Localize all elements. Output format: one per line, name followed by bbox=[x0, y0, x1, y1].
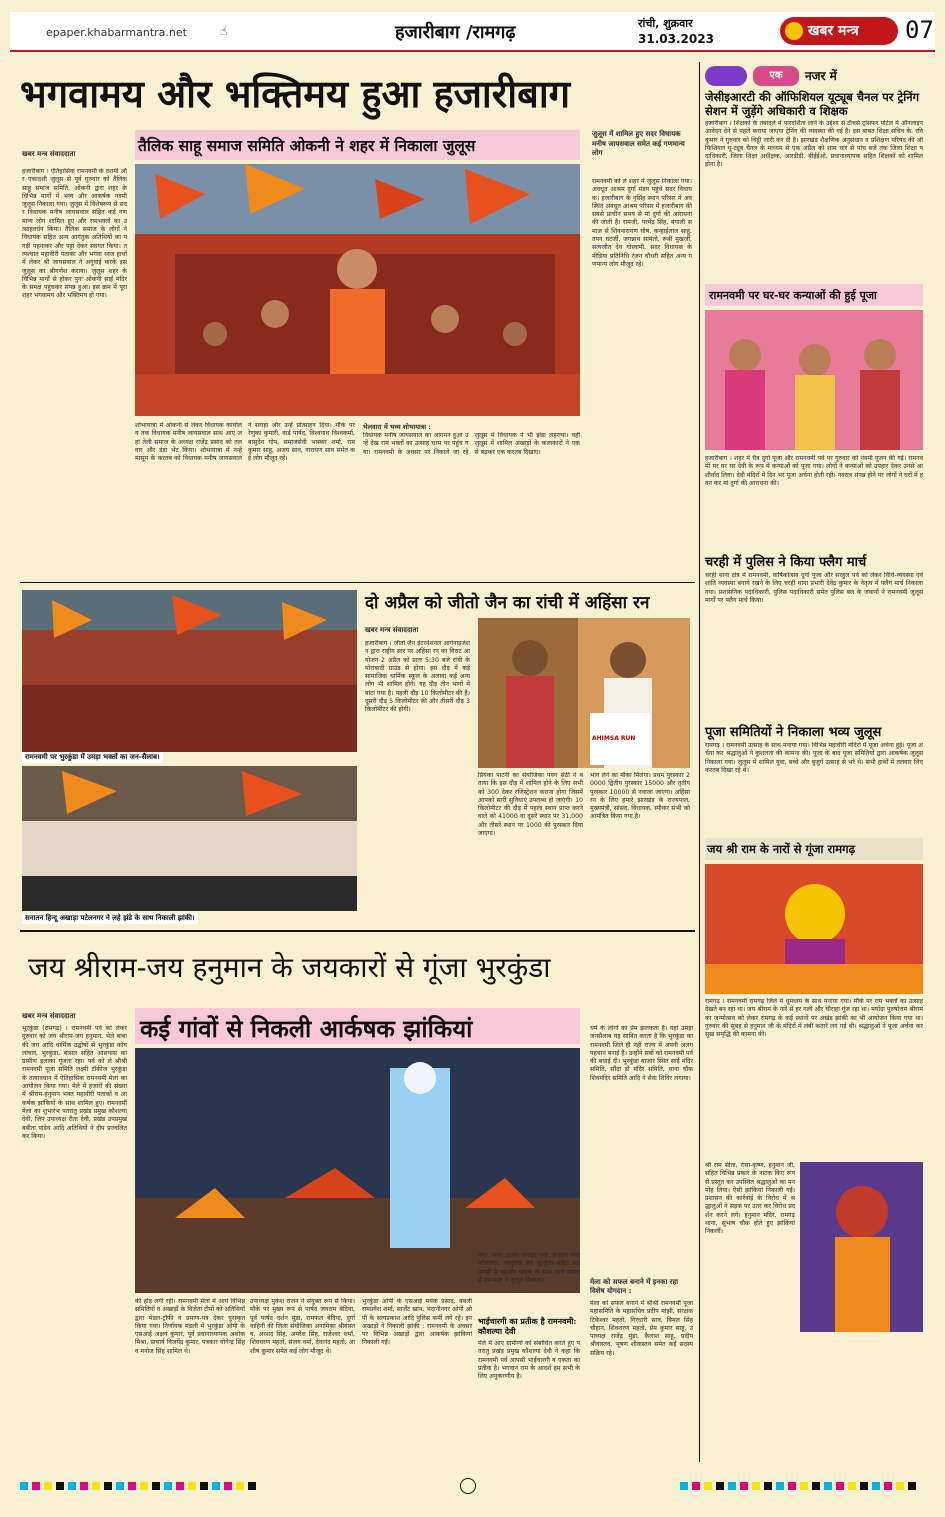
brief4-headline: पूजा समितियों ने निकाला भव्य जुलूस bbox=[705, 725, 882, 740]
color-dots-right bbox=[680, 1482, 920, 1490]
story3-subhead: कई गांवों से निकली आर्कषक झांकियां bbox=[140, 1014, 473, 1043]
ek-nazar-badge: एक bbox=[753, 66, 799, 86]
masthead bbox=[10, 12, 935, 52]
story3-body-7: धर्म के लोगों का प्रेम झलकता है। यहां उमड़ा जनसैलाब यह साबित करता है कि भुरकुंडा का रामनवमी जिले ही नहीं राज्य में अपनी अलग पहचान बनाई है। उन्होंने सबों को रामनवमी पर्व की बधाई दी। भुरकुंडा बाजार स्थित साईं मंदिर समिति, सौंदा डी मंदिर समिति, थाना चौक शिवमंदिर समिति आदि ने सेवा शिविर लगाया। bbox=[590, 1025, 693, 1082]
story3-body-1: भुरकुंडा (रामगढ़) । रामनवमी पर्व को लेकर गुरुवार को जय श्रीराम-जय हनुमान, भेले बाबा की जय आदि धार्मिक उद्घोषों से भुरकुंडा कोयलांचल, भुरकुंडा, बासल सहित आसपास का ग्रामीण इलाका गूंजता रहा। पर्व को ले श्रीश्री रामनवमी पूजा समिति लक्ष्मी टॉकीज भुरकुंडा के तत्वावधान में ऐतिहासिक रामनवमी मेला का आयोजन किया गया। मेले में हजारों की संख्या में श्रीराम-हनुमान भक्त महावीरी पताकों व आकर्षक झांकियों के साथ शामिल हुए। रामनवमी मेला का शुभारंभ पतरातु प्रखंड प्रमुख कौशल्या देवी, जिप उपाध्यक्ष रीता देवी, प्रखंड उपप्रमुख बबीता पांडेय आदि अतिथियों ने दीप प्रज्वलित कर किया। bbox=[22, 1025, 127, 1140]
story1-body-1: हजारीबाग । ऐतिहासिक रामनवमी के दशमी और एकादशी जुलूस से पूर्व गुरुवार को तैलिक साहू समाज समिति, ओकनी द्वारा शहर के विभिन्न मार्गों में भव्य और आकर्षक नवमी जुलूस निकाला गया। जुलूस में विशेषरूप से सदर विधायक मनीष जायसवाल सहित कई गणमान्य लोग शामिल हुए और रामभक्तों का उत्साहवर्धन किया। तैलिक समाज के लोगों ने विधायक सहित अन्य आगंतुक अतिथियों का पगड़ी पहनाकर और पट्टा देकर स्वागत किया। तत्पश्चात महावीरी पताका और भगवा ध्वज हाथों में लेकर श्री जायसवाल ने अगुवाई करके इस जुलूस का श्रीगणेश कराया। जुलूस शहर के विभिन्न मार्गों से होकर पुनः ओकनी साईं मंदिर के समक्ष पहुंचकर संपन्न हुआ। इस क्रम में पूरा शहर भगवामय और भक्तिमय हो गया। bbox=[22, 168, 127, 300]
brief5-headline: जय श्री राम के नारों से गूंजा रामगढ़ bbox=[707, 842, 856, 856]
story3-body-8: मेला को सफल बनाने में श्रीश्री रामनवमी पूजा महासमिति के महासचिव प्रदीप मांझी, संरक्षक टिकेश्वर महतो, गिरधारी साव, बिमल सिंह चौहान, शिवशरण महतो, प्रेम कुमार साहू, उपाध्यक्ष राजेंद्र मुंडा, कैलाश साहू, प्रदीप श्रीवास्तव, भूषण शीवास्तव समेत कई सदस्य सक्रिय रहे। bbox=[590, 1300, 693, 1357]
city-day: रांची, शुक्रवार bbox=[638, 17, 693, 30]
story3-body-4: भुरकुंडा ओपी के एसआई मयंक प्रसाद, बबली रामप्रवेश शर्मा, सार्जेंट खान, भदानीनगर ओपी ओपी के सत्यप्रकाश आदि पुलिस कर्मी लगे रहे। इन अखाड़ों ने निकाली झांकी : रामनवमी के अवसर पर विभिन्न अखाड़ों द्वारा आकर्षक झांकियां निकाली गईं। bbox=[362, 1298, 472, 1347]
story1-side-caption: जुलूस में शामिल हुए सदर विधायक मनीष जायसवाल समेत कई गणमान्य लोग bbox=[592, 130, 685, 157]
brief2-headline: रामनवमी पर घर-घर कन्याओं की हुई पूजा bbox=[709, 289, 877, 302]
brief5-body-2: श्री राम सीता, राधा-कृष्ण, हनुमान जी, सहित विभिन्न प्रकार के नाटक किए रूप से प्रस्तुत कर उपस्थित श्रद्धालुओं का मन मोह लिया। ऐसी झांकियां निकाली गईं। प्रशासन की कार्रवाई के विरोध में श्रद्धालुओं ने सड़क पर उतर कर विरोध प्रदर्शन करने लगे। हनुमान मंदिर, रामगढ़ थाना, सुभाष चौक होते हुए झांकियां निकलीं। bbox=[705, 1162, 795, 1236]
story1-side-body: रामनवमी को ले शहर में जुलूस निकाला गया। अवधूत आश्रम दुर्गा मंडप पहुंचे सदर विधायक। हजारीबाग के नृसिंह स्थान परिसर में अवस्थित अवधूत आश्रम परिसर में हजारीबाग की सबसे प्राचीन समय से मां दुर्गा की आराधना की जाती है। रामजी, परमेंद्र सिंह, बंगाली समाज से शिवनारायण घोष, कन्हाईलाल साहू, तपन चटर्जी, जगन्नाथ सामंतो, रूबी मुखर्जी, सत्यजीत देव गोस्वामी, सदर विधायक के मीडिया प्रतिनिधि रंजन चौधरी सहित अन्य गणमान्य लोग मौजूद रहे। bbox=[592, 178, 692, 268]
story3-body-5: नगर, पतरा आश्रम जवाहर नगर, सनातन सेवा पटेलनगर, नवयुवक संघ भुरकुंडा सहित कई जगहों से महावीर पताके के साथ भारी संख्या में रामभक्त ने जुलूस निकाला। bbox=[478, 1252, 580, 1284]
story2-body-1: हजारीबाग । जीतो जैन इंटरनेशनल आर्गेनाइजेशन द्वारा राष्ट्रीय स्तर पर अहिंसा रन का विराट आयोजन 2 अप्रैल को प्रातः 5:30 बजे रांची के मोराबादी ग्राउंड से होगा। इस दौड़ में कई सामाजिक धार्मिक स्कूल के अलावा कई अन्य लोग भी शामिल होंगे। यह दौड़ तीन भागों में बांटा गया है। पहली दौड़ 10 किलोमीटर की है। दूसरी दौड़ 5 किलोमीटर की और तीसरी दौड़ 3 किलोमीटर की होगी। bbox=[365, 640, 470, 714]
story1-akhada-photo bbox=[22, 766, 357, 911]
brief2-body: हजारीबाग । शहर में चैत्र दुर्गा पूजा और रामनवमी पर्व पर गुरुवार को नवमी पूजन की गई। रामनवमी पर घर घर देवी के रूप में कन्याओं को पूजा गया। लोगों ने कन्याओं को उपहार देकर उनसे आशीर्वाद लिया। देवी मंदिरों में दिन भर पूजा अर्चना होती रही। नवरात्र संपन्न होने पर लोगों ने घरों में हवन कर मां दुर्गा की आराधना की। bbox=[705, 455, 923, 487]
story2-headline: दो अप्रैल को जीतो जैन का रांची में अहिंसा रन bbox=[365, 593, 650, 613]
pin-icon bbox=[705, 66, 747, 86]
story2-photo bbox=[478, 618, 690, 768]
footer-strip bbox=[20, 1478, 925, 1494]
site-url[interactable]: epaper.khabarmantra.net bbox=[46, 26, 187, 39]
brief5-photo-1 bbox=[705, 864, 923, 994]
story3-body-6: मेले में आए ग्रामीणों को संबोधित करते हुए पतरातु प्रखंड प्रमुख कौशल्या देवी ने कहा कि रामनवमी पर्व आपसी भाईचारगी व एकता का प्रतीक है। भगवान राम के आदर्श हम सभी के लिए अनुकरणीय है। bbox=[478, 1340, 580, 1381]
brief2-photo bbox=[705, 310, 923, 450]
brand-name: खबर मन्त्र bbox=[808, 23, 859, 39]
brief3-body: चरही थाना क्षेत्र में रामनवमी, वार्षिकोत्सव दुर्गा पूजा और सरहुल पर्व को लेकर विधि-व्यवस्था एवं शांति व्यवस्था बनाये रखने के लिए चरही थाना प्रभारी देवेंद्र कुमार के नेतृत्व में फ्लैग मार्च निकाला गया। प्रशासनिक पदाधिकारी, पुलिस पदाधिकारी समेत पुलिस बल के जवानों ने रामनवमी जुलूस मार्गों पर फ्लैग मार्च किया। bbox=[705, 572, 923, 604]
story2-body-3: भाग लेने का मौका मिलेगा। प्रथम पुरस्कार 20000 द्वितीय पुरस्कार 15000 और तृतीय पुरस्कार 10000 से नवाजा जाएगा। अहिंसा रन के लिए हमारे झारखंड के राज्यपाल, मुख्यमंत्री, सांसद, विधायक, स्पीकर सभी को आमंत्रित किया गया है। bbox=[590, 772, 690, 821]
story3-headline: जय श्रीराम-जय हनुमान के जयकारों से गूंजा भुरकुंडा bbox=[28, 951, 551, 984]
edition-title: हजारीबाग /रामगढ़ bbox=[395, 22, 516, 43]
page-number: 07 bbox=[905, 16, 934, 44]
column-divider bbox=[699, 62, 700, 1462]
story2-byline: खबर मन्त्र संवाददाता bbox=[365, 626, 419, 634]
brief5-photo-2 bbox=[800, 1162, 923, 1332]
story1-subhead: तैलिक साहू समाज समिति ओकनी ने शहर में निकाला जुलूस bbox=[138, 136, 476, 155]
divider-1 bbox=[20, 582, 695, 583]
ek-nazar-bar bbox=[705, 66, 923, 86]
story1-main-photo bbox=[135, 164, 580, 416]
brief1-headline: जेसीइआरटी की ऑफिशियल यूट्यूब चैनल पर ट्रेनिंग सेशन में जुड़ेंगे अधिकारी व शिक्षक bbox=[705, 90, 920, 118]
brand-mark-icon bbox=[785, 22, 803, 40]
story1-photo1-caption: भेलवारा में भव्य शोभायात्रा : bbox=[363, 423, 431, 431]
story1-crowd-photo bbox=[22, 590, 357, 752]
story3-mela-head: मेला को सफल बनाने में इनका रहा विशेष योगदान : bbox=[590, 1278, 679, 1295]
story1-body-2: शोभायात्रा में ओकनी से लेकर विधायक कार्यालय तक विधायक मनीष जायसवाल साथ आए जहां तेली समाज के अध्यक्ष राजेंद्र प्रसाद को तलवार और डंडा भेंट किया। शोभायात्रा में नन्हें मासूम के करतब को विधायक मनीष जायसवाल ने सराहा और उन्हें प्रोत्साहन दिया। मौके पर रेणुका कुमारी, वार्ड पार्षद, विश्वनाथ विश्वकर्मा, बासुदेव गोप, समाजसेवी भास्कर शर्मा, राम कुमार साहू, अजय साव, नारायण साव समेत कई लोग मौजूद रहे। bbox=[135, 422, 355, 463]
register-mark-icon bbox=[460, 1478, 476, 1494]
divider-2 bbox=[20, 930, 695, 932]
color-dots-left bbox=[20, 1482, 260, 1490]
brief3-headline: चरही में पुलिस ने किया फ्लैग मार्च bbox=[705, 555, 867, 570]
story3-byline: खबर मन्त्र संवाददाता bbox=[22, 1012, 76, 1020]
brief5-body: रामगढ़ । रामनवमी रामगढ़ जिले में धूमधाम के साथ मनाया गया। मौके पर राम भक्तों का उत्साह देखते बन रहा था। जय श्रीराम के नारे से हर गली और चौराहा गूंज रहा था। मर्यादा पुरुषोत्तम श्रीराम का जन्मोत्सव को लेकर रामगढ़ के कई स्थानों पर अखंड झांकी का भी आयोजन किया गया था। गुरुवार की सुबह से हनुमान जी के मंदिरों में लंबी कतारें लग गई थी। श्रद्धालुओं ने पूजा अर्चना कर सुख समृद्धि की कामना की। bbox=[705, 998, 923, 1039]
story3-sub-caption: भाईचारगी का प्रतीक है रामनवमी: कौशल्या देवी bbox=[478, 1316, 577, 1336]
story3-body-3: उपाध्यक्ष मुकेश राजन ने संयुक्त रूप से किया। मौके पर मुख्य रूप से पार्षद जयराम बेदिया, पूर्व पार्षद दर्शन मुंडा, रामफल बेदिया, दुर्गा वाहिनी की जिला संयोजिका अनामिका श्रीवास्तव, अरशद सिंह, अमरेश सिंह, राजेश्वर शर्मा, शिवचरण महतो, संजय वर्मा, देवानंद महतो, आशीष कुमार समेत कई लोग मौजूद थे। bbox=[250, 1298, 355, 1355]
story3-body-2: की होड़ लगी रही। रामनवमी मेला में आये विभिन्न समितियों व अखाड़ों के विजेता टीमों को अतिथियों द्वारा मेडल-ट्रॉफी व प्रमाण-पत्र देकर पुरस्कृत किया गया। निर्णायक मंडली में भुरकुंडा ओपी के एसआई अक्षय कुमार, पूर्व प्रधानाध्यापक अशोक मिश्रा, प्राचार्य विजयेंद्र कुमार, पत्रकार योगेन्द्र सिंह व मनोज सिंह शामिल थे। bbox=[135, 1298, 245, 1355]
cursor-icon: ☝ bbox=[220, 24, 228, 38]
brief4-body: रामगढ़ । रामनवमी उत्साह के साथ मनाया गया। विभिन्न महावीरी मंदिरों में पूजा अर्चना हुई। पूजा अर्चना कर श्रद्धालुओं ने कुशलता की कामना की। पूजा के बाद पूजा समितियों द्वारा आकर्षक जुलूस निकाला गया। जुलूस में शामिल युवा, बच्चे और बुजुर्ग उत्साह से भरे थे। सभी हाथों में तलवार लिए करतब दिखा रहे थे। bbox=[705, 742, 923, 774]
ek-nazar-label: नजर में bbox=[805, 69, 837, 83]
main-headline: भगवामय और भक्तिमय हुआ हजारीबाग bbox=[20, 71, 571, 116]
issue-date: 31.03.2023 bbox=[638, 32, 714, 46]
story1-photo3-caption: सनातन हिन्दू अखाड़ा पटेलनगर ने लहे झंडे के साथ निकाली झांकी। bbox=[22, 913, 198, 924]
story2-body-2: प्रियंका पाटनी का संयोजिका पवन सेठी ने बताया कि इस दौड़ में शामिल होने के लिए सभी को 300 देकर रजिस्ट्रेशन कराना होगा जिसमें आपको सारी सुविधाएं उपलब्ध हो जाएंगी। 10 किलोमीटर की दौड़ में पहला स्थान प्राप्त करने वाले को 41000 वा दूसरे स्थान पर 31,000 और तीसरे स्थान पर 1000 की पुरस्कार दिया जाएगा। bbox=[478, 772, 583, 838]
brief1-body: हजारीबाग । शिक्षकों के तबादले में पारदर्शिता लाने के उद्देश्य से टीचर्स ट्रांसफर पोर्टल में ऑनलाइन आवेदन देने से पहले कराया जाएगा ट्रेनिंग की व्यवस्था की गई है। इस बाबत शिक्षा सचिव के. रवि कुमार ने गुरुवार को चिट्ठी जारी कर दी है। झारखंड शैक्षणिक अनुसंधान व प्रशिक्षण परिषद की ऑफिशियल यू-ट्यूब चैनल के माध्यम से एक अप्रैल को शाम चार से पांच बजे तक जिला शिक्षा पदाधिकारी, जिला शिक्षा अधीक्षक, आरडीडी, बीईईओ, प्रधानाध्यापक सहित शिक्षकों को शामिल होना है। bbox=[705, 120, 923, 169]
story1-byline: खबर मन्त्र संवाददाता bbox=[22, 150, 76, 158]
brand-logo bbox=[780, 17, 898, 45]
ahimsa-run-poster: AHIMSA RUN bbox=[592, 735, 636, 742]
story1-body-3: विधायक मनीष जायसवाल का आगमन हुआ उन्हें देख राम भक्तों का उत्साह चरम पर पहुंच गया। रामनवमी के अवसर पर निकाले जा रहे जुलूस में विधायक ने भी झंडा लहराया। वहीं जुलूस में शामिल अखाड़ों के कलाकारों ने एक से बढ़कर एक करतब दिखाए। bbox=[363, 432, 580, 456]
story1-photo2-caption: रामनवमी पर भुरकुंडा में उमड़ा भक्तों का जन-सैलाब। bbox=[22, 752, 163, 763]
